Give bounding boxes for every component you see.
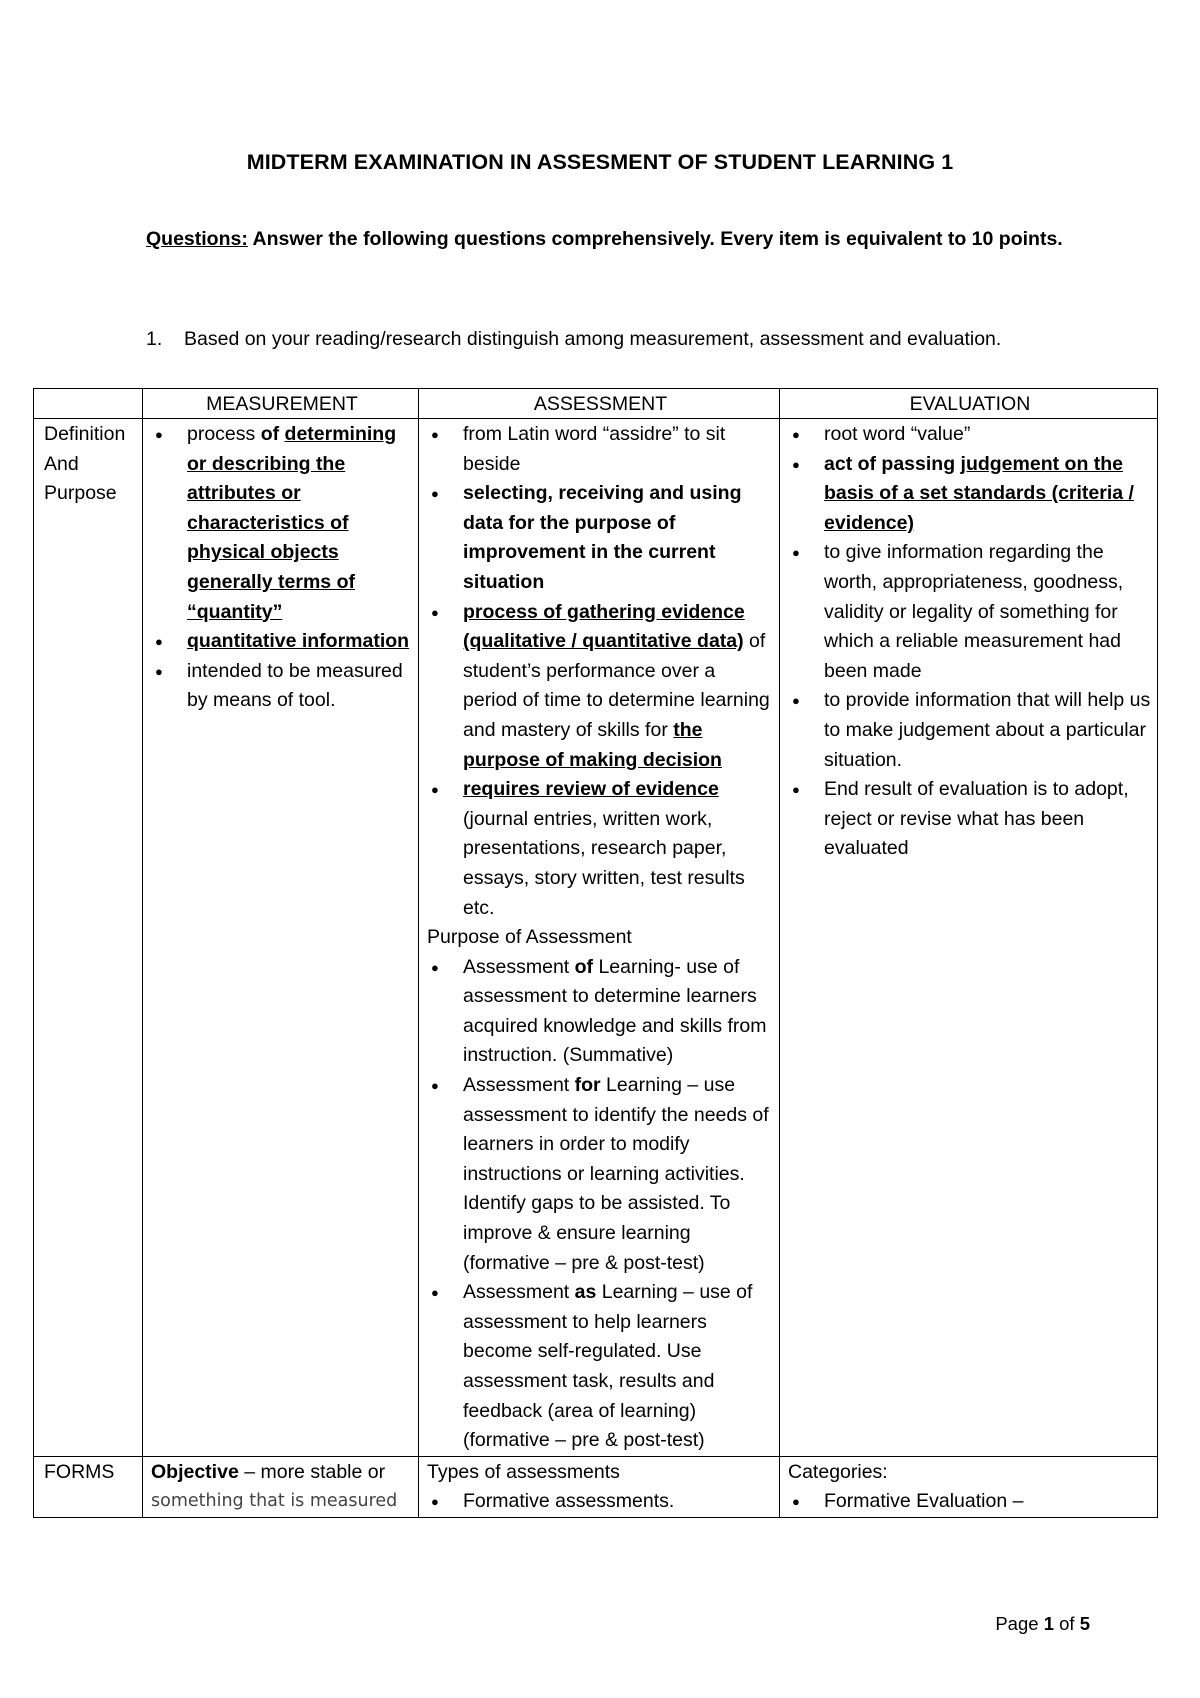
list-item: ● intended to be measured by means of tool. <box>151 657 413 716</box>
list-item: ● quantitative information <box>151 627 413 657</box>
row-label-forms: FORMS <box>34 1456 143 1517</box>
cell-measurement-definition <box>143 419 419 1457</box>
instructions <box>146 222 1086 257</box>
instructions-lead: Questions: <box>146 228 248 250</box>
question-text: Based on your reading/research distinguish among measurement, assessment and evaluation. <box>184 328 1002 350</box>
question-1 <box>146 322 1066 356</box>
page-number: 1 <box>1043 1613 1054 1634</box>
table-row-forms <box>34 1456 1158 1517</box>
table-header-row <box>34 389 1158 419</box>
cell-evaluation-forms: Categories: ● Formative Evaluation – <box>780 1456 1158 1517</box>
list-item: ● act of passing judgement on the basis of a set standards (criteria / evidence) <box>788 450 1152 539</box>
purpose-heading: Purpose of Assessment <box>427 926 632 949</box>
row-label-definition: Definition And Purpose <box>34 419 143 1457</box>
table-row-definition <box>34 419 1158 1457</box>
list-item: ● End result of evaluation is to adopt, reject or revise what has been evaluated <box>788 775 1152 864</box>
header-evaluation: EVALUATION <box>780 389 1158 419</box>
list-item: ● selecting, receiving and using data for the purpose of improvement in the current situation <box>427 479 774 597</box>
cell-evaluation-definition <box>780 419 1158 1457</box>
comparison-table <box>33 388 1158 1518</box>
list-item: ● Formative assessments. <box>427 1487 774 1517</box>
list-item: ● root word “value” <box>788 420 1152 450</box>
list-item: ● to provide information that will help us to make judgement about a particular situation. <box>788 686 1152 775</box>
list-item: ● process of determining or describing the attributes or characteristics of physical objects generally terms of “quantity” <box>151 420 413 627</box>
list-item: ● requires review of evidence (journal entries, written work, presentations, research paper, essays, story written, test results etc. <box>427 775 774 923</box>
list-item: ● Assessment of Learning- use of assessment to determine learners acquired knowledge and skills from instruction. (Summative) <box>427 953 774 1071</box>
list-item: ● to give information regarding the worth, appropriateness, goodness, validity or legality of something for which a reliable measurement had been made <box>788 538 1152 686</box>
list-item: ● Assessment for Learning – use assessment to identify the needs of learners in order to modify instructions or learning activities. Identify gaps to be assisted. To improve & ensure learning (formative – pre & post-test) <box>427 1071 774 1278</box>
header-measurement: MEASUREMENT <box>143 389 419 419</box>
list-item: ● from Latin word “assidre” to sit beside <box>427 420 774 479</box>
question-number: 1. <box>146 328 163 350</box>
header-blank <box>34 389 143 419</box>
cell-assessment-definition <box>419 419 780 1457</box>
instructions-text: Answer the following questions comprehensively. Every item is equivalent to 10 points. <box>247 228 1063 250</box>
list-item: ● Formative Evaluation – <box>788 1487 1152 1517</box>
cell-assessment-forms: Types of assessments ● Formative assessments. <box>419 1456 780 1517</box>
list-item: ● Assessment as Learning – use of assessment to help learners become self-regulated. Use assessment task, results and feedback (area of learning) (formative – pre & post-test) <box>427 1278 774 1456</box>
list-item: ● process of gathering evidence (qualitative / quantitative data) of student’s performance over a period of time to determine learning and mastery of skills for the purpose of making decision <box>427 598 774 776</box>
page-footer: Page 1 of 5 <box>995 1613 1090 1634</box>
header-assessment: ASSESSMENT <box>419 389 780 419</box>
cell-measurement-forms: Objective – more stable or something that is measured <box>143 1456 419 1517</box>
page-total: 5 <box>1079 1613 1090 1634</box>
page-title: MIDTERM EXAMINATION IN ASSESMENT OF STUDENT LEARNING 1 <box>246 150 954 174</box>
